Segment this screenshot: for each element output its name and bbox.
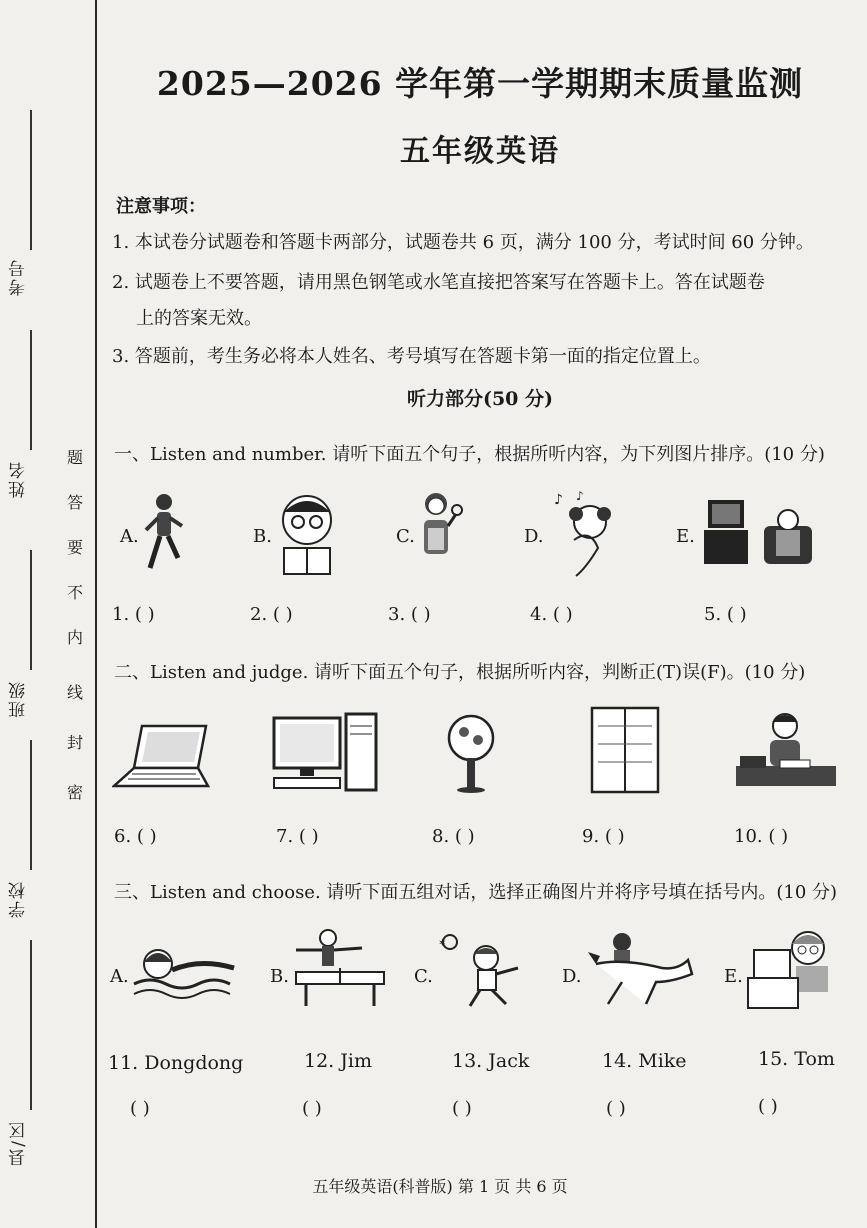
answer-blank[interactable]: 10. ( ) bbox=[734, 826, 789, 847]
answer-blank[interactable]: ( ) bbox=[302, 1098, 322, 1119]
desktop-computer-icon bbox=[270, 712, 380, 794]
answer-blank[interactable]: 2. ( ) bbox=[250, 604, 293, 625]
notice-heading: 注意事项： bbox=[116, 196, 206, 217]
part3-option-c: C. bbox=[414, 966, 433, 987]
notice-item: 1. 本试卷分试题卷和答题卡两部分，试题卷共 6 页，满分 100 分，考试时间 60 分钟。 bbox=[112, 232, 814, 253]
grandma-using-computer-icon bbox=[744, 928, 839, 1012]
seal-char: 答 bbox=[66, 493, 83, 512]
seal-char: 密 bbox=[66, 783, 83, 802]
boy-reading-at-desk-icon bbox=[730, 710, 840, 790]
answer-blank[interactable]: ( ) bbox=[452, 1098, 472, 1119]
label-exam-number: 考号 bbox=[9, 258, 29, 296]
girl-singing-icon bbox=[546, 488, 616, 578]
woman-cooking-icon bbox=[414, 490, 464, 575]
student-name-tom: 15. Tom bbox=[758, 1048, 835, 1070]
name-line bbox=[30, 330, 32, 450]
student-name-mike: 14. Mike bbox=[602, 1050, 687, 1072]
part1-option-e: E. bbox=[676, 526, 695, 547]
answer-blank[interactable]: ( ) bbox=[130, 1098, 150, 1119]
notice-item: 上的答案无效。 bbox=[136, 308, 262, 329]
part3-option-a: A. bbox=[110, 966, 129, 987]
horse-riding-icon bbox=[582, 930, 697, 1010]
answer-blank[interactable]: 9. ( ) bbox=[582, 826, 625, 847]
school-line bbox=[30, 740, 32, 870]
seal-char: 线 bbox=[66, 683, 83, 702]
exam-subtitle: 五年级英语 bbox=[400, 134, 560, 169]
running-boy-icon bbox=[140, 490, 190, 575]
student-name-jim: 12. Jim bbox=[304, 1050, 372, 1072]
answer-blank[interactable]: 7. ( ) bbox=[276, 826, 319, 847]
seal-char: 不 bbox=[66, 583, 83, 602]
label-class: 班级 bbox=[9, 680, 29, 718]
part2-heading: 二、Listen and judge. 请听下面五个句子，根据所听内容，判断正(T)误(F)。(10 分) bbox=[114, 662, 806, 683]
page-footer: 五年级英语(科普版) 第 1 页 共 6 页 bbox=[312, 1177, 568, 1196]
county-line bbox=[30, 940, 32, 1110]
part1-option-d: D. bbox=[524, 526, 544, 547]
exam-title: 2025—2026 学年第一学期期末质量监测 bbox=[156, 64, 804, 103]
seal-char: 封 bbox=[66, 733, 83, 752]
class-line bbox=[30, 550, 32, 670]
binding-line bbox=[95, 0, 97, 1228]
answer-blank[interactable]: ( ) bbox=[606, 1098, 626, 1119]
exam-number-line bbox=[30, 110, 32, 250]
answer-blank[interactable]: 4. ( ) bbox=[530, 604, 573, 625]
fridge-icon bbox=[588, 706, 663, 796]
part1-option-b: B. bbox=[253, 526, 272, 547]
ping-pong-icon bbox=[292, 928, 387, 1008]
part3-option-d: D. bbox=[562, 966, 582, 987]
label-name: 姓名 bbox=[9, 460, 29, 498]
seal-char: 题 bbox=[66, 448, 83, 467]
answer-blank[interactable]: 1. ( ) bbox=[112, 604, 155, 625]
answer-blank[interactable]: 3. ( ) bbox=[388, 604, 431, 625]
part1-heading: 一、Listen and number. 请听下面五个句子，根据所听内容，为下列图片排序。(10 分) bbox=[114, 444, 825, 465]
part3-option-b: B. bbox=[270, 966, 289, 987]
notice-item: 3. 答题前，考生务必将本人姓名、考号填写在答题卡第一面的指定位置上。 bbox=[112, 346, 711, 367]
part1-option-a: A. bbox=[120, 526, 139, 547]
seal-char: 要 bbox=[66, 538, 83, 557]
listening-section-title: 听力部分(50 分) bbox=[406, 388, 554, 410]
part1-option-c: C. bbox=[396, 526, 415, 547]
label-county: 县/区 bbox=[9, 1120, 29, 1166]
boy-reading-book-icon bbox=[272, 490, 342, 580]
svg-text:♪: ♪ bbox=[554, 492, 563, 508]
answer-blank[interactable]: 8. ( ) bbox=[432, 826, 475, 847]
answer-blank[interactable]: 5. ( ) bbox=[704, 604, 747, 625]
label-school: 学校 bbox=[9, 880, 29, 918]
student-name-jack: 13. Jack bbox=[452, 1050, 530, 1072]
tree-icon bbox=[446, 710, 496, 795]
notice-item: 2. 试题卷上不要答题，请用黑色钢笔或水笔直接把答案写在答题卡上。答在试题卷 bbox=[112, 272, 765, 293]
seal-char: 内 bbox=[66, 628, 83, 647]
part3-heading: 三、Listen and choose. 请听下面五组对话，选择正确图片并将序号填在括号内。(10 分) bbox=[114, 882, 838, 903]
grandpa-watching-tv-icon bbox=[700, 496, 815, 566]
swimming-icon bbox=[130, 940, 245, 1000]
answer-blank[interactable]: ( ) bbox=[758, 1096, 778, 1117]
boy-running-in-sun-icon bbox=[434, 928, 524, 1010]
svg-text:✶: ✶ bbox=[438, 938, 447, 949]
answer-blank[interactable]: 6. ( ) bbox=[114, 826, 157, 847]
laptop-icon bbox=[112, 722, 212, 792]
student-name-dongdong: 11. Dongdong bbox=[108, 1052, 244, 1074]
part3-option-e: E. bbox=[724, 966, 743, 987]
svg-text:♪: ♪ bbox=[576, 489, 584, 503]
